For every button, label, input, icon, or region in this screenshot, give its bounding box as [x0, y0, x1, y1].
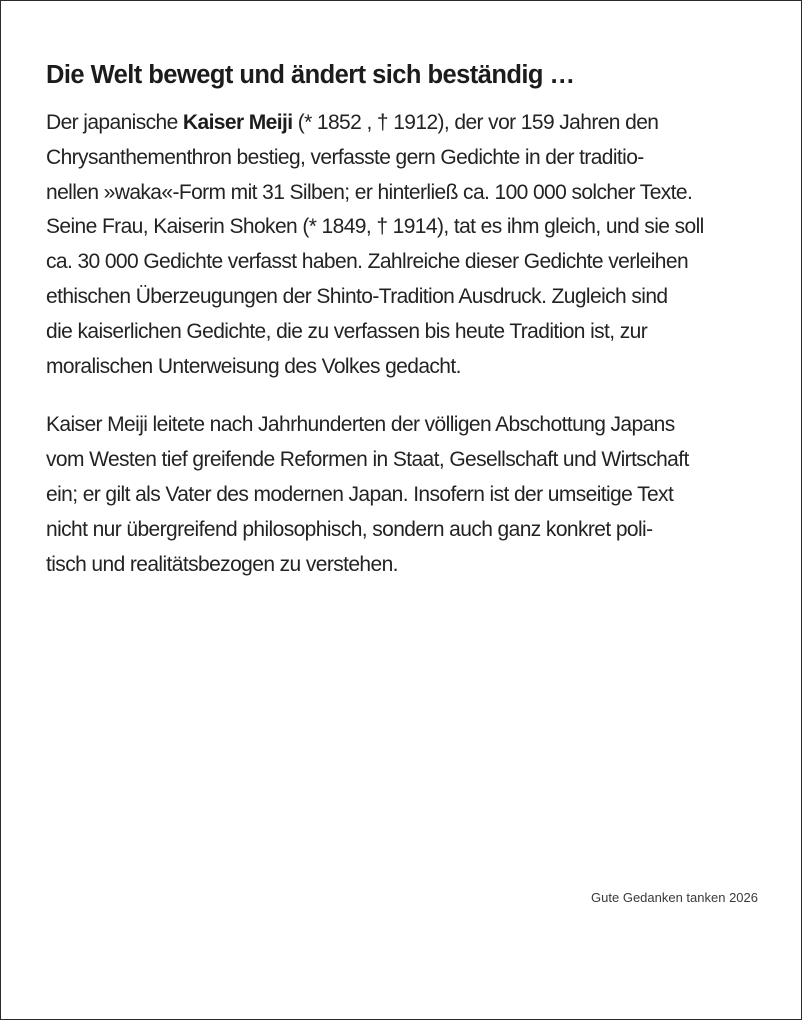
paragraph-2-line-4: nicht nur übergreifend philosophisch, sondern auch ganz konkret poli-	[46, 517, 653, 541]
paragraph-1-line-4: Seine Frau, Kaiserin Shoken (* 1849, † 1914), tat es ihm gleich, und sie soll	[46, 215, 704, 239]
paragraph-2-line-5: tisch und realitätsbezogen zu verstehen.	[46, 552, 398, 576]
paragraph-1-lead-text: Der japanische	[46, 111, 183, 134]
footer-credit: Gute Gedanken tanken 2026	[591, 890, 758, 905]
paragraph-1	[46, 106, 766, 384]
paragraph-2-line-2: vom Westen tief greifende Reformen in Staat, Gesellschaft und Wirtschaft	[46, 448, 689, 472]
paragraph-2-line-1: Kaiser Meiji leitete nach Jahrhunderten der völligen Abschottung Japans	[46, 413, 675, 437]
paragraph-1-lead-rest: (* 1852 , † 1912), der vor 159 Jahren den	[292, 111, 659, 134]
paragraph-1-line-2: Chrysanthementhron bestieg, verfasste gern Gedichte in der traditio-	[46, 145, 644, 169]
paragraph-1-line-8: moralischen Unterweisung des Volkes gedacht.	[46, 354, 461, 378]
document-body	[46, 53, 766, 582]
paragraph-1-line-1	[46, 106, 766, 141]
paragraph-1-line-7: die kaiserlichen Gedichte, die zu verfassen bis heute Tradition ist, zur	[46, 319, 648, 343]
paragraph-2-line-3: ein; er gilt als Vater des modernen Japan. Insofern ist der umseitige Text	[46, 482, 674, 506]
paragraph-1-line-5: ca. 30 000 Gedichte verfasst haben. Zahlreiche dieser Gedichte verleihen	[46, 250, 689, 274]
paragraph-1-line-3: nellen »waka«-Form mit 31 Silben; er hinterließ ca. 100 000 solcher Texte.	[46, 180, 693, 204]
emphasis-kaiser-meiji: Kaiser Meiji	[182, 111, 293, 134]
paragraph-2	[46, 408, 766, 582]
headline: Die Welt bewegt und ändert sich beständig …	[46, 61, 575, 89]
paragraph-1-line-6: ethischen Überzeugungen der Shinto-Tradition Ausdruck. Zugleich sind	[46, 284, 668, 308]
